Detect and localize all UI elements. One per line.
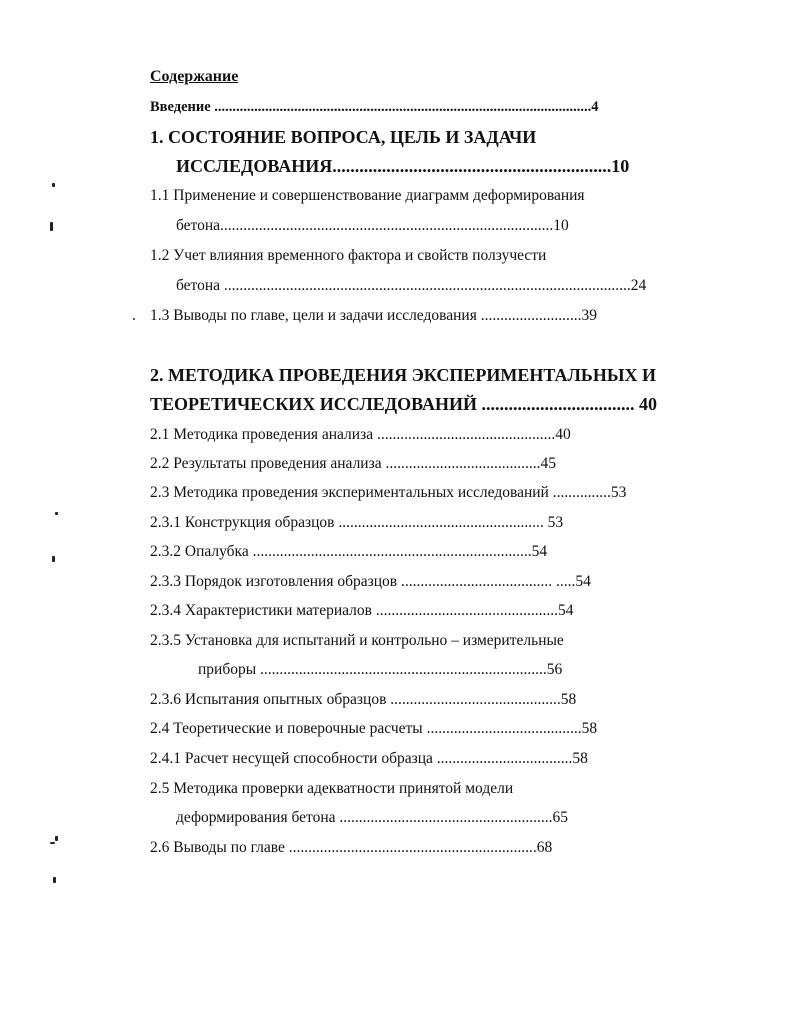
- toc-entry-2-3: 2.3 Методика проведения экспериментальных исследований ...............53: [150, 484, 627, 501]
- toc-entry-1-2: 1.2 Учет влияния временного фактора и свойств ползучести: [150, 247, 547, 264]
- toc-entry-2-2: 2.2 Результаты проведения анализа ........................................45: [150, 455, 556, 472]
- toc-entry-1-3: 1.3 Выводы по главе, цели и задачи исследования ..........................39: [150, 307, 597, 324]
- scan-speck: [55, 512, 58, 515]
- toc-entry-2-5-cont: деформирования бетона .......................................................65: [176, 809, 569, 826]
- toc-entry-2-3-4: 2.3.4 Характеристики материалов ...............................................54: [150, 602, 574, 619]
- toc-chapter-2: 2. МЕТОДИКА ПРОВЕДЕНИЯ ЭКСПЕРИМЕНТАЛЬНЫХ И: [150, 365, 657, 385]
- toc-entry-2-5: 2.5 Методика проверки адекватности принятой модели: [150, 780, 514, 797]
- toc-entry-2-1: 2.1 Методика проведения анализа ..............................................40: [150, 426, 571, 443]
- scan-speck: [52, 556, 55, 562]
- scan-speck: [55, 836, 58, 841]
- toc-chapter-1-cont: ИССЛЕДОВАНИЯ..............................................................10: [176, 156, 630, 176]
- toc-entry-2-4: 2.4 Теоретические и поверочные расчеты ........................................58: [150, 720, 598, 737]
- toc-entry-2-3-5: 2.3.5 Установка для испытаний и контрольно – измерительные: [150, 632, 564, 649]
- toc-entry-2-3-6: 2.3.6 Испытания опытных образцов ............................................58: [150, 691, 577, 708]
- toc-chapter-1: 1. СОСТОЯНИЕ ВОПРОСА, ЦЕЛЬ И ЗАДАЧИ: [150, 127, 537, 147]
- toc-entry-2-4-1: 2.4.1 Расчет несущей способности образца ...................................58: [150, 750, 588, 767]
- scan-speck: [133, 318, 135, 320]
- toc-entry-1-2-cont: бетона .........................................................................................................24: [176, 277, 647, 294]
- toc-entry-intro: Введение ........................................................................................................4: [150, 99, 599, 115]
- toc-entry-2-3-3: 2.3.3 Порядок изготовления образцов ....................................... .....54: [150, 573, 591, 590]
- scan-speck: [52, 183, 55, 187]
- toc-entry-1-1-cont: бетона......................................................................................10: [176, 217, 569, 234]
- scan-speck: [50, 842, 55, 844]
- scan-speck: [53, 877, 56, 883]
- toc-entry-2-3-1: 2.3.1 Конструкция образцов ..................................................... 53: [150, 514, 564, 531]
- toc-title: Содержание: [150, 68, 239, 85]
- toc-entry-2-3-5-cont: приборы ..........................................................................56: [198, 661, 563, 678]
- toc-entry-2-3-2: 2.3.2 Опалубка ........................................................................54: [150, 543, 548, 560]
- toc-entry-2-6: 2.6 Выводы по главе ................................................................68: [150, 839, 553, 856]
- scan-speck: [50, 222, 53, 231]
- toc-entry-1-1: 1.1 Применение и совершенствование диаграмм деформирования: [150, 187, 585, 204]
- toc-chapter-2-cont: ТЕОРЕТИЧЕСКИХ ИССЛЕДОВАНИЙ .................................. 40: [150, 394, 658, 414]
